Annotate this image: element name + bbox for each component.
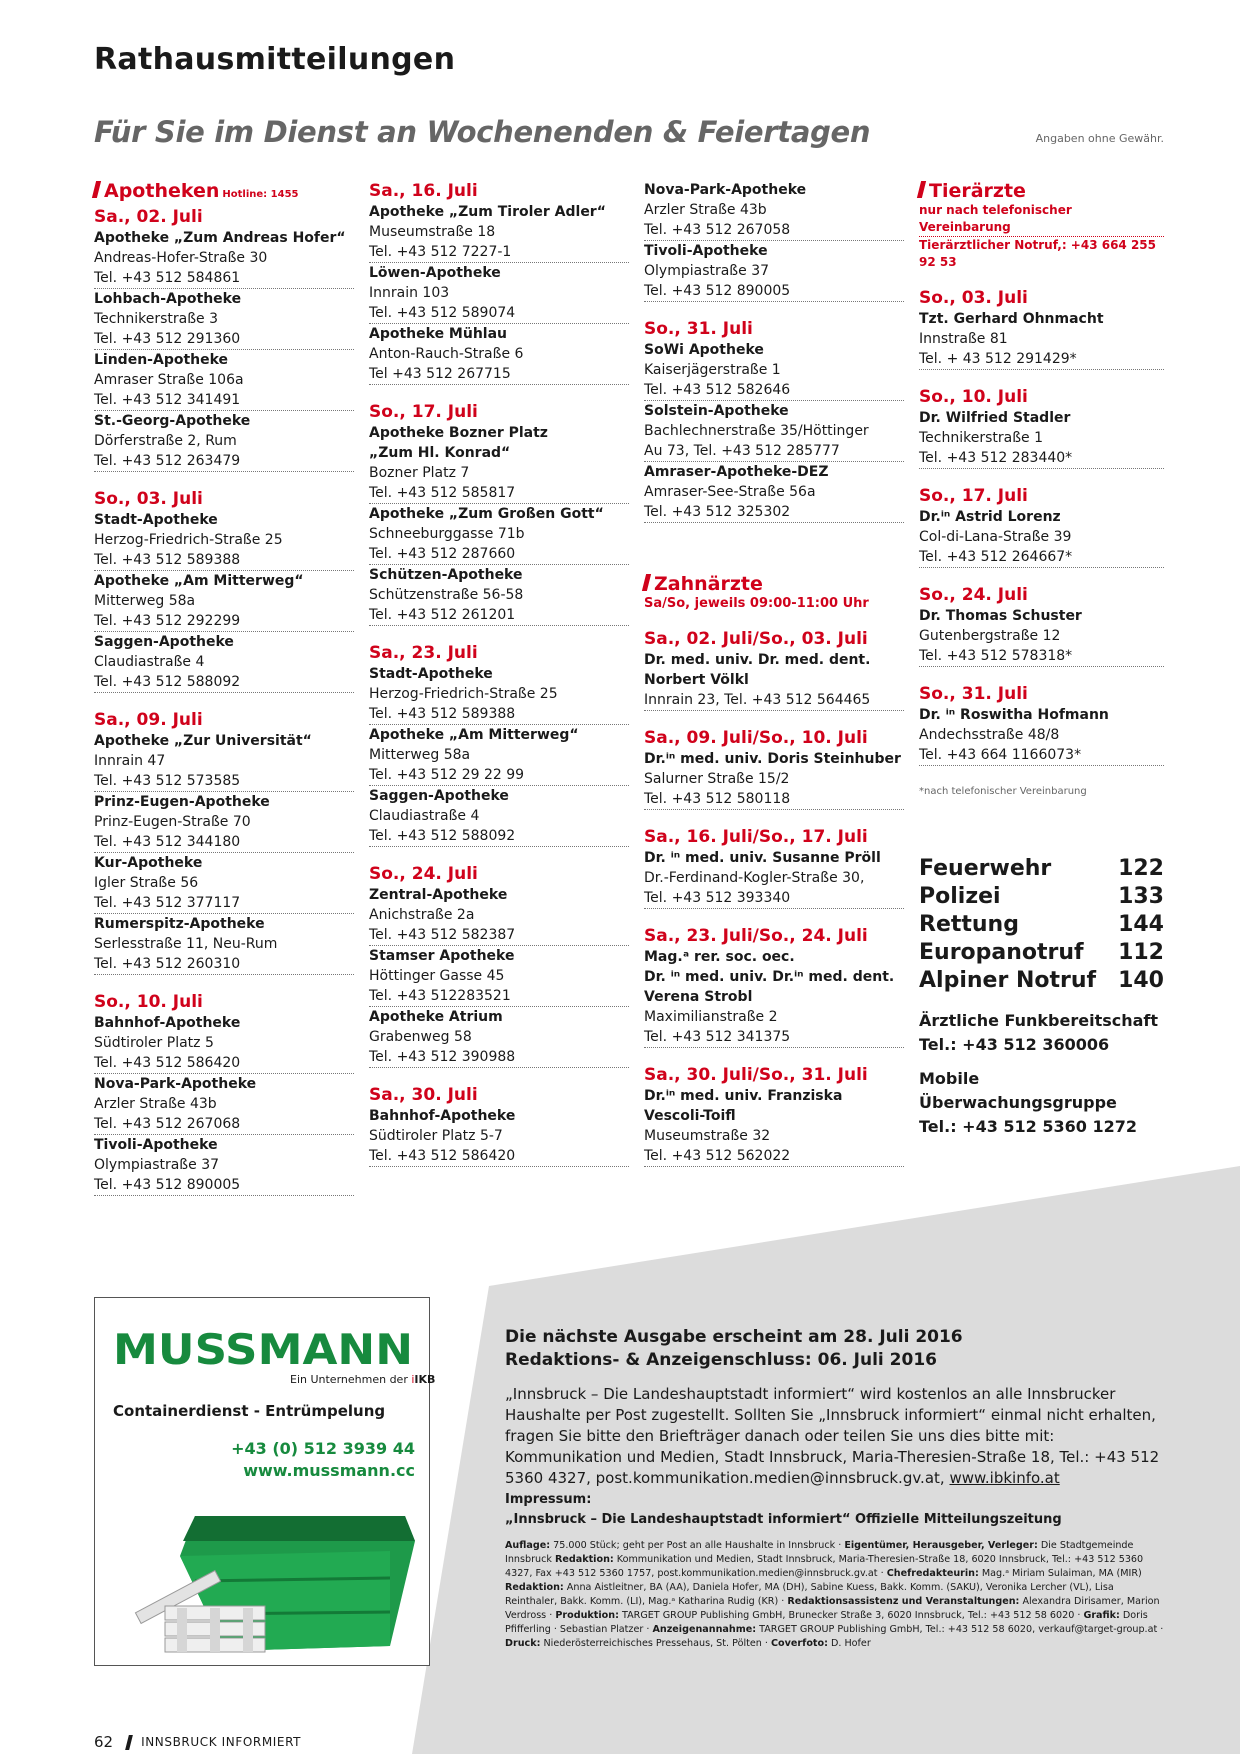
emergency-number: 144 (1118, 912, 1164, 937)
entry-name: Dr. Wilfried Stadler (919, 410, 1071, 426)
day-date: Sa., 09. Juli (94, 710, 203, 730)
entry-detail: Grabenweg 58 (369, 1029, 472, 1045)
mussmann-logo (110, 1328, 416, 1370)
container-skip-image (125, 1496, 415, 1661)
emergency-number: 133 (1118, 884, 1164, 909)
listing-entry (644, 670, 904, 711)
entry-detail: Tel. +43 512 261201 (369, 607, 516, 623)
funk-title: Ärztliche Funkbereitschaft (919, 1011, 1159, 1030)
impressum-value: Niederösterreichisches Pressehaus, St. Pölten · (540, 1638, 772, 1649)
emergency-row (919, 939, 1164, 967)
emergency-label: Alpiner Notruf (919, 968, 1097, 993)
day-date: So., 10. Juli (94, 992, 203, 1012)
entry-name: Apotheke Mühlau (369, 326, 508, 342)
next-issue-date: Die nächste Ausgabe erscheint am 28. Juli 2016 (505, 1327, 963, 1347)
entry-name: Linden-Apotheke (94, 352, 229, 368)
issue-info (505, 1326, 1165, 1651)
emergency-label: Feuerwehr (919, 856, 1052, 881)
day-date: Sa., 16. Juli (369, 181, 478, 201)
listing-entry (94, 731, 354, 792)
entry-detail: Tel. +43 512 291360 (94, 331, 241, 347)
mobile-tel: Tel.: +43 512 5360 1272 (919, 1117, 1138, 1136)
entry-detail: Tel. +43 512 263479 (94, 453, 241, 469)
entry-detail: Tel. +43 512 29 22 99 (369, 767, 525, 783)
entry-detail: Tel. +43 512 586420 (369, 1148, 516, 1164)
column-4 (919, 180, 1164, 1139)
entry-name: Nova-Park-Apotheke (94, 1076, 257, 1092)
entry-detail: Tel. +43 512 588092 (94, 674, 241, 690)
entry-detail: Technikerstraße 3 (94, 311, 219, 327)
apotheken-days-3 (644, 180, 904, 523)
impressum-value: Alexandra Dirisamer, Marion Verdross · (505, 1596, 1160, 1621)
entry-detail: Tel. +43 512 7227-1 (369, 244, 512, 260)
entry-detail: Tel. +43 512 584861 (94, 270, 241, 286)
publication-name: INNSBRUCK INFORMIERT (141, 1735, 302, 1749)
entry-detail: Tel. +43 512 580118 (644, 791, 791, 807)
entry-name: Apotheke „Zum Andreas Hofer“ (94, 230, 346, 246)
listing-entry (94, 1135, 354, 1196)
ad-service: Containerdienst - Entrümpelung (113, 1402, 386, 1420)
day-date: So., 24. Juli (919, 585, 1028, 605)
emergency-numbers (919, 855, 1164, 995)
entry-name: Kur-Apotheke (94, 855, 203, 871)
impressum-key: Chefredakteurin: (886, 1568, 979, 1579)
entry-detail: Serlesstraße 11, Neu-Rum (94, 936, 278, 952)
listing-entry (94, 411, 354, 472)
emergency-row (919, 911, 1164, 939)
entry-detail: Technikerstraße 1 (919, 430, 1044, 446)
listing-entry (644, 967, 904, 987)
entry-name: Stamser Apotheke (369, 948, 515, 964)
ad-brand: MUSSMANN (113, 1328, 413, 1370)
entry-name: Dr. ⁱⁿ med. univ. Susanne Pröll (644, 850, 881, 866)
impressum-value: D. Hofer (827, 1638, 871, 1649)
emergency-row (919, 883, 1164, 911)
listing-entry (369, 725, 629, 786)
entry-detail: Höttinger Gasse 45 (369, 968, 505, 984)
entry-detail: Tel. +43 512 325302 (644, 504, 791, 520)
listing-entry (644, 749, 904, 810)
mobile-title: Mobile Überwachungsgruppe (919, 1069, 1117, 1112)
impressum-value: TARGET GROUP Publishing GmbH, Brunecker Straße 3, 6020 Innsbruck, Tel.: +43 512 58 6020 · (618, 1610, 1084, 1621)
entry-detail: Innstraße 81 (919, 331, 1008, 347)
column-2 (369, 180, 629, 1167)
impressum-key: Redaktionsassistenz und Veranstaltungen: (787, 1596, 1020, 1607)
listing-entry (644, 241, 904, 302)
entry-detail: Au 73, Tel. +43 512 285777 (644, 443, 840, 459)
listing-entry (369, 946, 629, 1007)
entry-name: Schützen-Apotheke (369, 567, 523, 583)
red-slash-icon (92, 181, 101, 198)
listing-entry (919, 408, 1164, 469)
entry-name: Tivoli-Apotheke (644, 243, 768, 259)
listing-entry (94, 350, 354, 411)
entry-name: Verena Strobl (644, 989, 753, 1005)
impressum-key: Coverfoto: (771, 1638, 828, 1649)
day-date: Sa., 30. Juli (369, 1085, 478, 1105)
hotline: Hotline: 1455 (222, 189, 299, 200)
entry-detail: Claudiastraße 4 (94, 654, 205, 670)
impressum-value: TARGET GROUP Publishing GmbH, Tel.: +43 512 58 6020, verkauf@target-group.at · (756, 1624, 1164, 1635)
funk-tel: Tel.: +43 512 360006 (919, 1035, 1110, 1054)
entry-detail: Amraser-See-Straße 56a (644, 484, 816, 500)
emergency-label: Polizei (919, 884, 1001, 909)
entry-detail: Tel. +43 512 377117 (94, 895, 241, 911)
day-date: So., 03. Juli (94, 489, 203, 509)
entry-name: Saggen-Apotheke (369, 788, 509, 804)
entry-detail: Tel. +43 512 589074 (369, 305, 516, 321)
entry-detail: Tel. +43 512 582646 (644, 382, 791, 398)
entry-name: Amraser-Apotheke-DEZ (644, 464, 829, 480)
mussmann-ad[interactable] (94, 1297, 436, 1666)
entry-detail: Tel. +43 512 589388 (94, 552, 241, 568)
entry-name: Lohbach-Apotheke (94, 291, 242, 307)
ad-tagline: Ein Unternehmen der iIKB (290, 1373, 436, 1386)
listing-entry (919, 507, 1164, 568)
entry-name: Dr. Thomas Schuster (919, 608, 1082, 624)
entry-name: Mag.ᵃ rer. soc. oec. (644, 949, 795, 965)
listing-entry (644, 340, 904, 401)
entry-detail: Museumstraße 32 (644, 1128, 771, 1144)
entry-detail: Col-di-Lana-Straße 39 (919, 529, 1072, 545)
entry-detail: Kaiserjägerstraße 1 (644, 362, 781, 378)
entry-name: Apotheke Bozner Platz (369, 425, 548, 441)
entry-detail: Tel. +43 512 578318* (919, 648, 1073, 664)
entry-detail: Tel +43 512 267715 (369, 366, 511, 382)
day-date: Sa., 09. Juli/So., 10. Juli (644, 728, 868, 748)
entry-detail: Andreas-Hofer-Straße 30 (94, 250, 268, 266)
entry-name: Dr. ⁱⁿ med. univ. Dr.ⁱⁿ med. dent. (644, 969, 895, 985)
entry-detail: Tel. +43 512 390988 (369, 1049, 516, 1065)
listing-entry (919, 705, 1164, 766)
day-date: Sa., 02. Juli/So., 03. Juli (644, 629, 868, 649)
impressum-key: Produktion: (555, 1610, 619, 1621)
apotheken-heading: Apotheken Hotline: 1455 (94, 180, 354, 206)
entry-detail: Anton-Rauch-Straße 6 (369, 346, 524, 362)
listing-entry (644, 1086, 904, 1106)
entry-name: St.-Georg-Apotheke (94, 413, 251, 429)
listing-entry (94, 792, 354, 853)
listing-entry (94, 1074, 354, 1135)
listing-entry (644, 947, 904, 967)
emergency-number: 122 (1118, 856, 1164, 881)
entry-detail: Andechsstraße 48/8 (919, 727, 1060, 743)
entry-name: Vescoli-Toifl (644, 1108, 736, 1124)
emergency-row (919, 855, 1164, 883)
entry-detail: Tel. +43 512 292299 (94, 613, 241, 629)
entry-detail: Maximilianstraße 2 (644, 1009, 778, 1025)
impressum-value: Die Stadtgemeinde Innsbruck (505, 1540, 1134, 1565)
entry-detail: Bozner Platz 7 (369, 465, 470, 481)
listing-entry (369, 263, 629, 324)
page-footer (94, 1733, 301, 1751)
entry-detail: Arzler Straße 43b (94, 1096, 217, 1112)
emergency-label: Europanotruf (919, 940, 1084, 965)
entry-detail: Prinz-Eugen-Straße 70 (94, 814, 251, 830)
entry-detail: Tel. +43 512 586420 (94, 1055, 241, 1071)
entry-name: „Zum Hl. Konrad“ (369, 445, 511, 461)
entry-detail: Olympiastraße 37 (644, 263, 770, 279)
entry-detail: Dr.-Ferdinand-Kogler-Straße 30, (644, 870, 865, 886)
listing-entry (369, 443, 629, 504)
day-date: So., 31. Juli (644, 319, 753, 339)
entry-detail: Tel. +43 512 287660 (369, 546, 516, 562)
emergency-number: 112 (1118, 940, 1164, 965)
entry-detail: Tel. +43 512 573585 (94, 773, 241, 789)
red-slash-icon (642, 574, 651, 591)
entry-name: Dr.ⁱⁿ med. univ. Franziska (644, 1088, 843, 1104)
impressum-value: Anna Aistleitner, BA (AA), Daniela Hofer, MA (DH), Sabine Kuess, Bakk. Komm. (SAKU), Veronika Lercher (VL), Lisa Reinthaler, Bakk. Komm. (LI), Mag.ᵃ Katharina Rudig (KR) · (505, 1582, 1114, 1607)
listing-entry (644, 987, 904, 1048)
listing-entry (644, 401, 904, 462)
entry-detail: Tel. +43 512 341375 (644, 1029, 791, 1045)
tieraerzte-notruf: Tierärztlicher Notruf,: +43 664 255 92 53 (919, 238, 1156, 269)
entry-name: Apotheke „Am Mitterweg“ (369, 727, 579, 743)
day-date: Sa., 23. Juli (369, 643, 478, 663)
day-date: So., 10. Juli (919, 387, 1028, 407)
entry-name: Apotheke „Zur Universität“ (94, 733, 312, 749)
zahnaerzte-heading: Zahnärzte (644, 573, 904, 595)
listing-entry (644, 180, 904, 241)
ibkinfo-link[interactable]: www.ibkinfo.at (949, 1469, 1060, 1487)
impressum-key: Redaktion: (554, 1554, 614, 1565)
entry-detail: Innrain 23, Tel. +43 512 564465 (644, 692, 871, 708)
day-date: Sa., 23. Juli/So., 24. Juli (644, 926, 868, 946)
listing-entry (94, 632, 354, 693)
entry-detail: Tel. +43 512 341491 (94, 392, 241, 408)
listing-entry (369, 1007, 629, 1068)
listing-entry (94, 510, 354, 571)
entry-detail: Gutenbergstraße 12 (919, 628, 1061, 644)
entry-detail: Bachlechnerstraße 35/Höttinger (644, 423, 869, 439)
entry-detail: Anichstraße 2a (369, 907, 475, 923)
listing-entry (369, 786, 629, 847)
day-date: So., 17. Juli (369, 402, 478, 422)
day-date: Sa., 30. Juli/So., 31. Juli (644, 1065, 868, 1085)
red-slash-icon (917, 181, 926, 198)
impressum-key: Grafik: (1083, 1610, 1120, 1621)
column-1 (94, 180, 354, 1196)
deadline: Redaktions- & Anzeigenschluss: 06. Juli 2016 (505, 1350, 937, 1370)
listing-entry (369, 885, 629, 946)
entry-detail: Tel. +43 512 589388 (369, 706, 516, 722)
entry-detail: Museumstraße 18 (369, 224, 496, 240)
entry-detail: Tel. +43 512283521 (369, 988, 511, 1004)
entry-detail: Schneeburggasse 71b (369, 526, 525, 542)
entry-name: Löwen-Apotheke (369, 265, 501, 281)
entry-name: Apotheke Atrium (369, 1009, 503, 1025)
listing-entry (369, 324, 629, 385)
entry-detail: Olympiastraße 37 (94, 1157, 220, 1173)
impressum-key: Anzeigenannahme: (652, 1624, 757, 1635)
mobile-ueberwachung (919, 1067, 1164, 1139)
listing-entry (94, 914, 354, 975)
entry-detail: Südtiroler Platz 5 (94, 1035, 214, 1051)
day-date: So., 24. Juli (369, 864, 478, 884)
emergency-row (919, 967, 1164, 995)
entry-detail: Tel. +43 512 393340 (644, 890, 791, 906)
entry-name: Dr. med. univ. Dr. med. dent. (644, 652, 871, 668)
ad-phone: +43 (0) 512 3939 44 (231, 1439, 415, 1458)
entry-detail: Tel. +43 512 890005 (644, 283, 791, 299)
listing-entry (94, 571, 354, 632)
entry-detail: Tel. +43 512 344180 (94, 834, 241, 850)
issue-body: „Innsbruck – Die Landeshauptstadt informiert“ wird kostenlos an alle Innsbrucker Haushalte per Post zugestellt. Sollten Sie „Innsbruck informiert“ einmal nicht erhalten, fragen Sie bitte den Briefträger danach oder teilen Sie uns dies bitte mit: Kommunikation und Medien, Stadt Innsbruck, Maria-Theresien-Straße 18, Tel.: +43 512 5360 4327, post.kommunikation.medien@innsbruck.gv.at, www.ibkinfo.at (505, 1385, 1160, 1487)
column-3 (644, 180, 904, 1167)
entry-detail: Igler Straße 56 (94, 875, 199, 891)
entry-name: Norbert Völkl (644, 672, 749, 688)
entry-name: Dr.ⁱⁿ Astrid Lorenz (919, 509, 1061, 525)
entry-detail: Tel. + 43 512 291429* (919, 351, 1077, 367)
listing-entry (94, 1013, 354, 1074)
impressum-value: 75.000 Stück; geht per Post an alle Haushalte in Innsbruck · (550, 1540, 845, 1551)
listing-entry (94, 289, 354, 350)
entry-detail: Herzog-Friedrich-Straße 25 (94, 532, 283, 548)
listing-entry (369, 1106, 629, 1167)
apotheken-days-1 (94, 206, 354, 1196)
entry-name: Nova-Park-Apotheke (644, 182, 807, 198)
entry-detail: Tel. +43 512 562022 (644, 1148, 791, 1164)
listing-entry (369, 423, 629, 443)
entry-name: Saggen-Apotheke (94, 634, 234, 650)
listing-entry (644, 650, 904, 670)
footer-slash-icon (125, 1735, 133, 1750)
entry-name: Tzt. Gerhard Ohnmacht (919, 311, 1104, 327)
disclaimer: Angaben ohne Gewähr. (1035, 132, 1164, 145)
entry-name: Rumerspitz-Apotheke (94, 916, 265, 932)
emergency-number: 140 (1118, 968, 1164, 993)
entry-detail: Tel. +43 512 582387 (369, 927, 516, 943)
entry-detail: Südtiroler Platz 5-7 (369, 1128, 503, 1144)
impressum-value: Mag.ᵃ Miriam Sulaiman, MA (MIR) (978, 1568, 1142, 1579)
page-subtitle: Für Sie im Dienst an Wochenenden & Feiertagen (94, 115, 871, 149)
entry-detail: Tel. +43 512 890005 (94, 1177, 241, 1193)
tieraerzte-note: nur nach telefonischer Vereinbarung (919, 202, 1164, 237)
listing-entry (919, 606, 1164, 667)
entry-detail: Arzler Straße 43b (644, 202, 767, 218)
listing-entry (369, 664, 629, 725)
entry-detail: Mitterweg 58a (94, 593, 196, 609)
impressum-key: Eigentümer, Herausgeber, Verleger: (844, 1540, 1038, 1551)
entry-name: Solstein-Apotheke (644, 403, 789, 419)
section-title: Rathausmitteilungen (94, 42, 456, 77)
funkbereitschaft (919, 1009, 1164, 1057)
entry-detail: Tel. +43 664 1166073* (919, 747, 1082, 763)
listing-entry (644, 462, 904, 523)
entry-name: SoWi Apotheke (644, 342, 764, 358)
day-date: So., 17. Juli (919, 486, 1028, 506)
impressum-label: Impressum: (505, 1492, 592, 1507)
entry-name: Apotheke „Am Mitterweg“ (94, 573, 304, 589)
entry-name: Stadt-Apotheke (369, 666, 493, 682)
entry-detail: Tel. +43 512 264667* (919, 549, 1073, 565)
entry-name: Apotheke „Zum Großen Gott“ (369, 506, 604, 522)
listing-entry (369, 565, 629, 626)
page-number: 62 (94, 1733, 114, 1751)
entry-detail: Tel. +43 512 588092 (369, 828, 516, 844)
entry-detail: Schützenstraße 56-58 (369, 587, 524, 603)
entry-detail: Mitterweg 58a (369, 747, 471, 763)
entry-name: Bahnhof-Apotheke (94, 1015, 241, 1031)
entry-detail: Herzog-Friedrich-Straße 25 (369, 686, 558, 702)
entry-name: Zentral-Apotheke (369, 887, 508, 903)
zahnaerzte-subtitle: Sa/So, jeweils 09:00-11:00 Uhr (644, 596, 869, 611)
day-date: Sa., 02. Juli (94, 207, 203, 227)
emergency-label: Rettung (919, 912, 1019, 937)
zahnaerzte-days (644, 628, 904, 1167)
entry-name: Prinz-Eugen-Apotheke (94, 794, 270, 810)
impressum-value: Doris Pfifferling · Sebastian Platzer · (505, 1610, 1148, 1635)
day-date: So., 31. Juli (919, 684, 1028, 704)
entry-detail: Tel. +43 512 267058 (644, 222, 791, 238)
entry-name: Dr.ⁱⁿ med. univ. Doris Steinhuber (644, 751, 901, 767)
tieraerzte-days (919, 287, 1164, 766)
day-date: Sa., 16. Juli/So., 17. Juli (644, 827, 868, 847)
tieraerzte-heading: Tierärzte (919, 180, 1164, 202)
entry-detail: Tel. +43 512 283440* (919, 450, 1073, 466)
impressum-key: Redaktion: (505, 1582, 564, 1593)
listing-entry (644, 1106, 904, 1167)
listing-entry (94, 228, 354, 289)
listing-entry (644, 848, 904, 909)
entry-detail: Tel. +43 512 260310 (94, 956, 241, 972)
entry-detail: Amraser Straße 106a (94, 372, 244, 388)
entry-detail: Claudiastraße 4 (369, 808, 480, 824)
zahnaerzte-section (644, 573, 904, 1167)
listing-entry (94, 853, 354, 914)
impressum-key: Auflage: (505, 1540, 551, 1551)
entry-name: Tivoli-Apotheke (94, 1137, 218, 1153)
entry-detail: Innrain 103 (369, 285, 450, 301)
entry-detail: Salurner Straße 15/2 (644, 771, 790, 787)
ad-website[interactable]: www.mussmann.cc (243, 1461, 415, 1480)
tieraerzte-footnote: *nach telefonischer Vereinbarung (919, 786, 1087, 797)
listing-entry (369, 202, 629, 263)
entry-detail: Tel. +43 512 267068 (94, 1116, 241, 1132)
listing-entry (369, 504, 629, 565)
impressum-value: Kommunikation und Medien, Stadt Innsbruck, Maria-Theresien-Straße 18, 6020 Innsbruck, Tel.: +43 512 5360 4327, Fax +43 512 5360 1757, post.kommunikation.medien@innsbruck.gv.at · (505, 1554, 1144, 1579)
entry-name: Stadt-Apotheke (94, 512, 218, 528)
apotheken-days-2 (369, 180, 629, 1167)
day-date: So., 03. Juli (919, 288, 1028, 308)
entry-detail: Dörferstraße 2, Rum (94, 433, 237, 449)
entry-detail: Innrain 47 (94, 753, 166, 769)
listing-entry (919, 309, 1164, 370)
impressum-title: „Innsbruck – Die Landeshauptstadt informiert“ Offizielle Mitteilungszeitung (505, 1512, 1062, 1527)
entry-name: Bahnhof-Apotheke (369, 1108, 516, 1124)
entry-name: Apotheke „Zum Tiroler Adler“ (369, 204, 606, 220)
entry-name: Dr. ⁱⁿ Roswitha Hofmann (919, 707, 1109, 723)
impressum-key: Druck: (505, 1638, 541, 1649)
impressum-body (505, 1539, 1165, 1651)
entry-detail: Tel. +43 512 585817 (369, 485, 516, 501)
